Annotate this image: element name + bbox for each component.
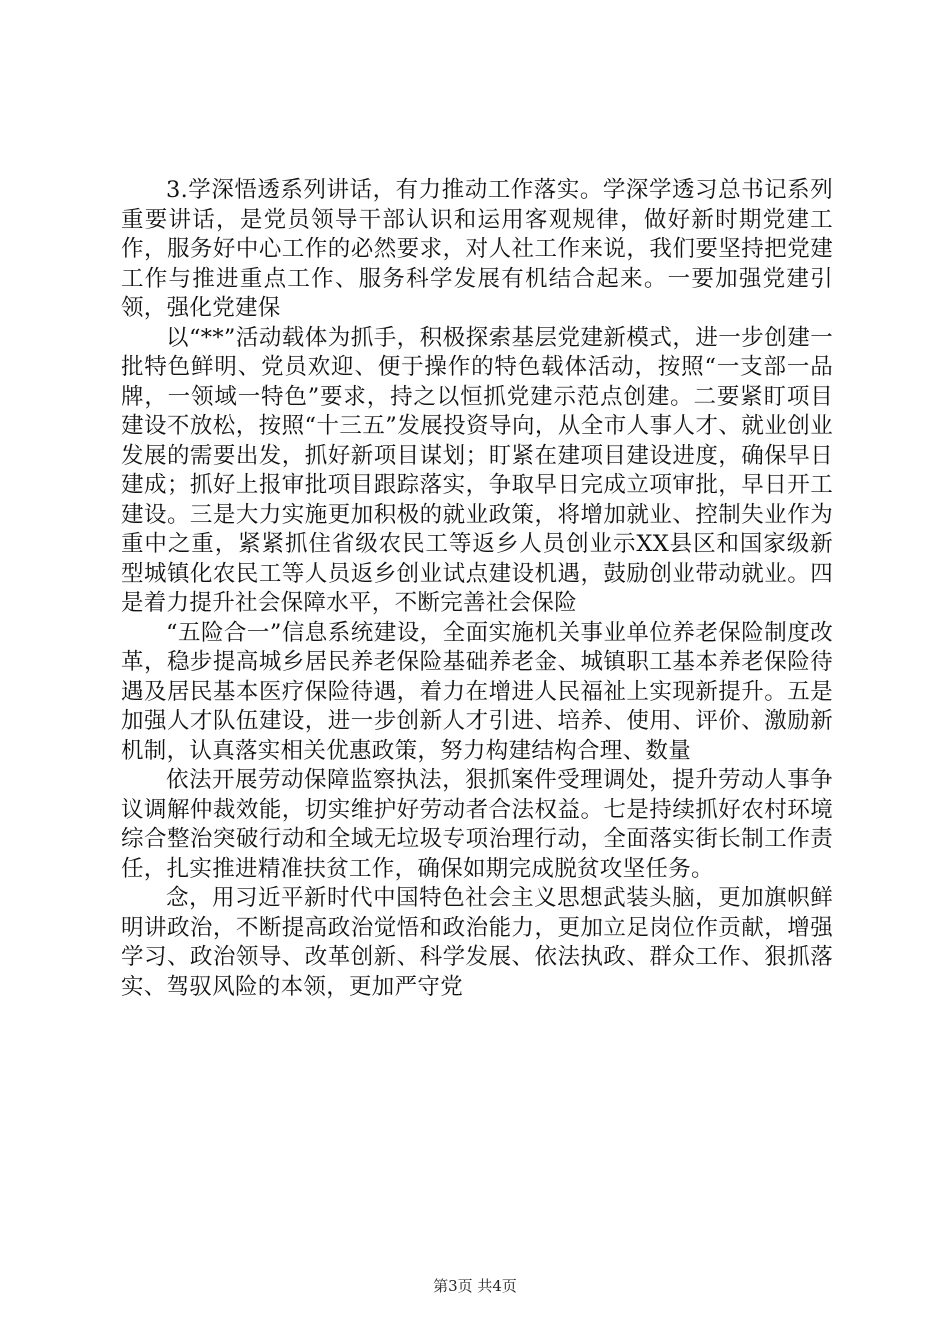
paragraph-4: 依法开展劳动保障监察执法，狠抓案件受理调处，提升劳动人事争议调解仲裁效能，切实维护好劳动者合法权益。七是持续抓好农村环境综合整治突破行动和全域无垃圾专项治理行动，全面落实街长制工作责任，扎实推进精准扶贫工作，确保如期完成脱贫攻坚任务。 bbox=[121, 767, 833, 882]
paragraph-3: “五险合一”信息系统建设，全面实施机关事业单位养老保险制度改革，稳步提高城乡居民养老保险基础养老金、城镇职工基本养老保险待遇及居民基本医疗保险待遇，着力在增进人民福祉上实现新提升。五是加强人才队伍建设，进一步创新人才引进、培养、使用、评价、激励新机制，认真落实相关优惠政策，努力构建结构合理、数量 bbox=[121, 619, 833, 764]
paragraph-5: 念，用习近平新时代中国特色社会主义思想武装头脑，更加旗帜鲜明讲政治，不断提高政治觉悟和政治能力，更加立足岗位作贡献，增强学习、政治领导、改革创新、科学发展、依法执政、群众工作、狠抓落实、驾驭风险的本领，更加严守党 bbox=[121, 885, 833, 1000]
document-body bbox=[121, 176, 833, 1002]
page-number-footer: 第3页 共4页 bbox=[433, 1277, 517, 1295]
paragraph-1: 3.学深悟透系列讲话，有力推动工作落实。学深学透习总书记系列重要讲话，是党员领导干部认识和运用客观规律，做好新时期党建工作，服务好中心工作的必然要求，对人社工作来说，我们要坚持把党建工作与推进重点工作、服务科学发展有机结合起来。一要加强党建引领，强化党建保 bbox=[121, 177, 833, 321]
paragraph-2: 以“**”活动载体为抓手，积极探索基层党建新模式，进一步创建一批特色鲜明、党员欢迎、便于操作的特色载体活动，按照“一支部一品牌，一领域一特色”要求，持之以恒抓党建示范点创建。二要紧盯项目建设不放松，按照“十三五”发展投资导向，从全市人事人才、就业创业发展的需要出发，抓好新项目谋划；盯紧在建项目建设进度，确保早日建成；抓好上报审批项目跟踪落实，争取早日完成立项审批，早日开工建设。三是大力实施更加积极的就业政策，将增加就业、控制失业作为重中之重，紧紧抓住省级农民工等返乡人员创业示XX县区和国家级新型城镇化农民工等人员返乡创业试点建设机遇，鼓励创业带动就业。四是着力提升社会保障水平，不断完善社会保险 bbox=[121, 324, 833, 616]
